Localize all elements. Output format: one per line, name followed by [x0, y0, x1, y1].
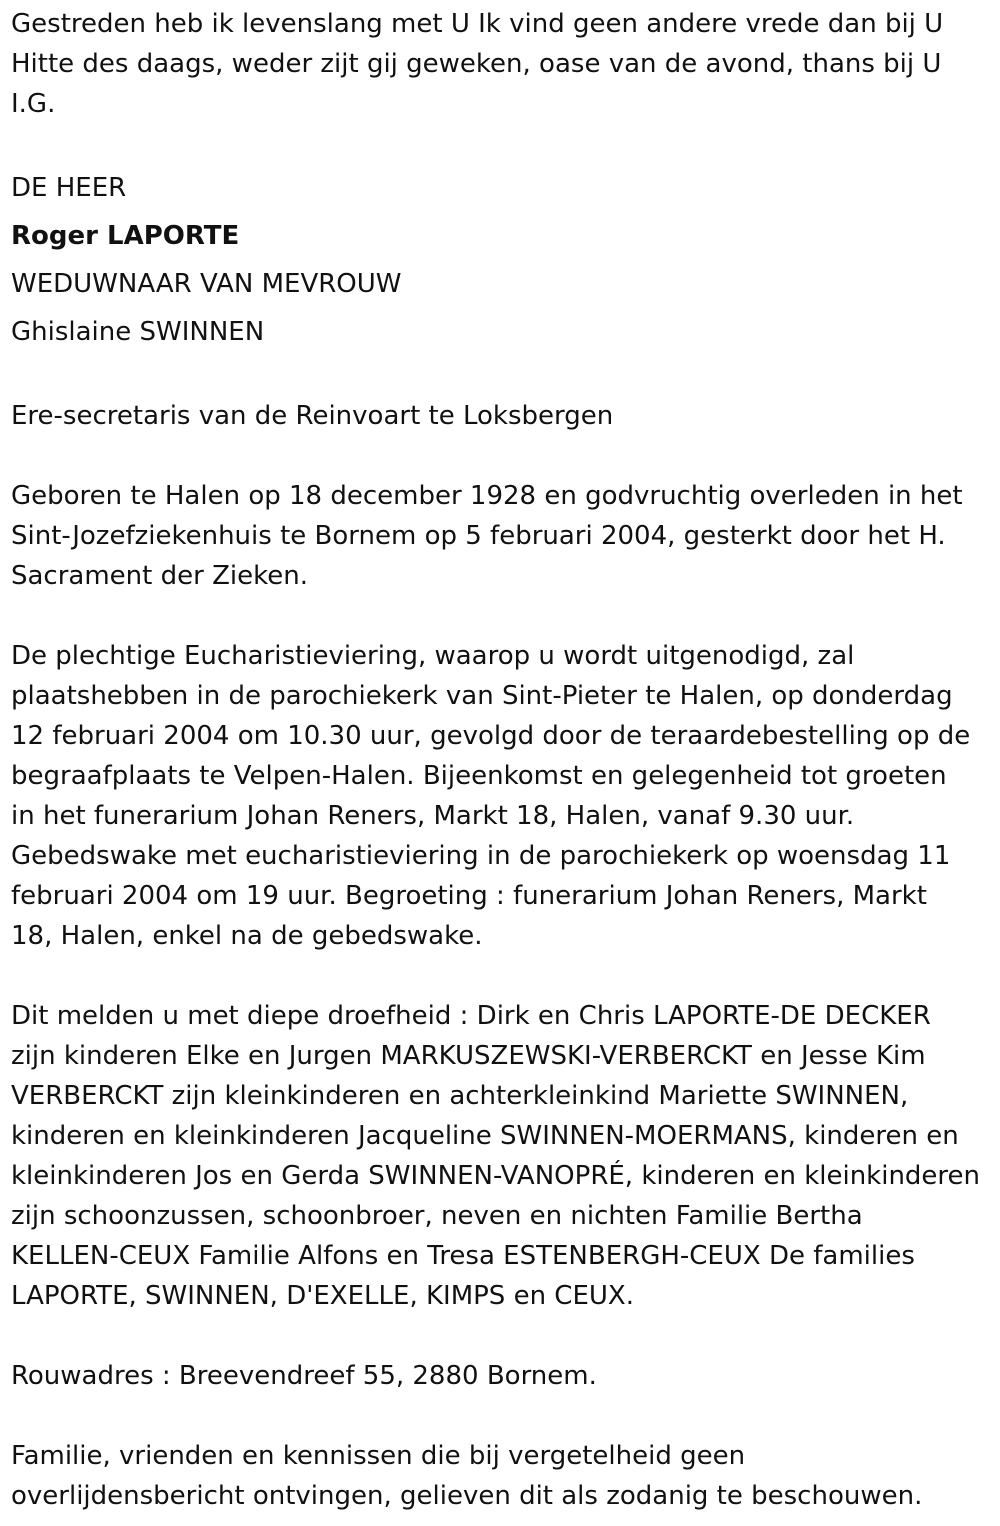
mourning-address: Rouwadres : Breevendreef 55, 2880 Bornem.	[11, 1361, 597, 1391]
family-text: Dit melden u met diepe droefheid : Dirk en Chris LAPORTE-DE DECKER zijn kinderen Elke en Jurgen MARKUSZEWSKI-VERBERCKT en Jesse Kim VERBERCKT zijn kleinkinderen en achterkleinkind Mariette SWINNEN, kinderen en kleinkinderen Jacqueline SWINNEN-MOERMANS, kinderen en kleinkinderen Jos en Gerda SWINNEN-VANOPRÉ, kinderen en kleinkinderen zijn schoonzussen, schoonbroer, neven en nichten Familie Bertha KELLEN-CEUX Familie Alfons en Tresa ESTENBERGH-CEUX De families LAPORTE, SWINNEN, D'EXELLE, KIMPS en CEUX.	[11, 1001, 981, 1311]
closing-text: Familie, vrienden en kennissen die bij vergetelheid geen overlijdensbericht ontvingen, gelieven dit als zodanig te beschouwen.	[11, 1441, 923, 1511]
poem-text: Gestreden heb ik levenslang met U Ik vind geen andere vrede dan bij U Hitte des daags, weder zijt gij geweken, oase van de avond, thans bij U I.G.	[11, 9, 944, 119]
spacer	[11, 956, 993, 996]
spacer	[11, 436, 993, 476]
deceased-title: DE HEER	[11, 173, 127, 203]
ceremony-text: De plechtige Eucharistieviering, waarop u wordt uitgenodigd, zal plaatshebben in de parochiekerk van Sint-Pieter te Halen, op donderdag 12 februari 2004 om 10.30 uur, gevolgd door de teraardebestelling op de begraafplaats te Velpen-Halen. Bijeenkomst en gelegenheid tot groeten in het funerarium Johan Reners, Markt 18, Halen, vanaf 9.30 uur. Gebedswake met eucharistieviering in de parochiekerk op woensdag 11 februari 2004 om 19 uur. Begroeting : funerarium Johan Reners, Markt 18, Halen, enkel na de gebedswake.	[11, 641, 971, 951]
spacer	[11, 124, 993, 164]
spacer	[11, 356, 993, 396]
deceased-name: Roger LAPORTE	[11, 221, 240, 251]
spouse-name: Ghislaine SWINNEN	[11, 317, 265, 347]
function-text: Ere-secretaris van de Reinvoart te Loksbergen	[11, 401, 614, 431]
spacer	[11, 1316, 993, 1356]
death-notice	[11, 4, 993, 1516]
spacer	[11, 1396, 993, 1436]
birth-death-text: Geboren te Halen op 18 december 1928 en godvruchtig overleden in het Sint-Jozefziekenhuis te Bornem op 5 februari 2004, gesterkt door het H. Sacrament der Zieken.	[11, 481, 963, 591]
deceased-relation: WEDUWNAAR VAN MEVROUW	[11, 269, 402, 299]
spacer	[11, 596, 993, 636]
